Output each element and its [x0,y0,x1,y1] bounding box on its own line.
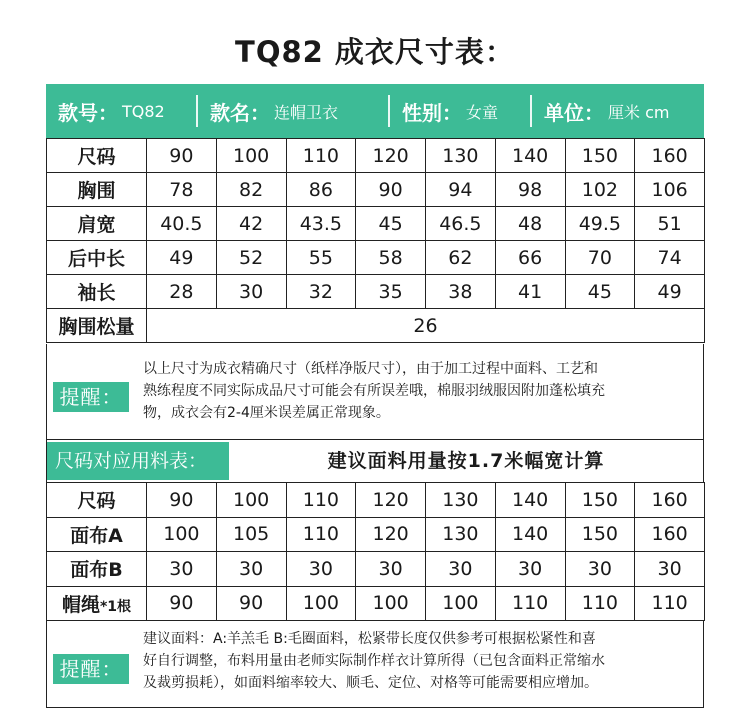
table-cell: 100 [216,483,286,518]
row-label-cell [47,517,147,552]
table-cell: 48 [495,207,565,241]
row-label: 帽绳 [61,593,100,616]
table-cell: 100 [147,517,217,552]
table-row [47,275,705,309]
table-cell: 45 [356,207,426,241]
reminder-line: 物，成衣会有2-4厘米误差属正常现象。 [143,405,390,421]
table-cell: 110 [286,139,356,173]
table-cell: 130 [426,139,496,173]
table-cell: 66 [495,241,565,275]
row-label: 肩宽 [47,207,147,241]
material-table [46,482,705,621]
size-table [46,138,705,343]
table-cell: 100 [356,586,426,621]
row-label: 尺码 [77,490,116,513]
gender-value: 女童 [466,102,499,122]
style-no-label: 款号： [58,100,118,125]
divider [388,95,390,127]
table-cell: 52 [216,241,286,275]
table-cell: 58 [356,241,426,275]
table-cell: 90 [216,586,286,621]
gender [390,84,530,138]
row-label-cell [47,483,147,518]
table-cell: 41 [495,275,565,309]
table-cell: 90 [147,483,217,518]
table-cell: 82 [216,173,286,207]
table-cell: 150 [565,483,635,518]
table-cell: 140 [495,483,565,518]
material-section-header [46,440,704,482]
table-cell: 150 [565,517,635,552]
table-cell: 30 [565,552,635,587]
table-cell: 49 [147,241,217,275]
table-cell: 46.5 [426,207,496,241]
table-row [47,139,705,173]
table-row [47,483,705,518]
table-cell: 140 [495,139,565,173]
row-label: 面布A [70,524,123,547]
table-cell: 30 [635,552,705,587]
table-cell: 78 [147,173,217,207]
material-reminder-badge: 提醒： [53,654,129,684]
row-label-cell [47,586,147,621]
info-bar [46,84,704,138]
table-cell: 45 [565,275,635,309]
style-name-label: 款名： [210,100,270,125]
table-cell: 105 [216,517,286,552]
unit-label: 单位： [544,100,604,125]
divider [196,95,198,127]
table-cell: 100 [426,586,496,621]
table-cell: 30 [426,552,496,587]
style-no-value: TQ82 [122,101,165,121]
reminder-text [143,358,695,424]
row-label: 胸围 [47,173,147,207]
table-cell: 120 [356,139,426,173]
row-label: 后中长 [47,241,147,275]
ease-value: 26 [147,309,705,343]
table-cell: 110 [286,517,356,552]
row-label-sub: *1根 [99,598,132,615]
table-cell: 130 [426,517,496,552]
reminder-note [46,344,704,440]
table-cell: 130 [426,483,496,518]
table-cell: 98 [495,173,565,207]
row-label-cell [47,552,147,587]
table-cell: 38 [426,275,496,309]
table-row [47,517,705,552]
reminder-line: 好自行调整，布料用量由老师实际制作样衣计算所得（已包含面料正常缩水 [143,653,605,669]
reminder-badge: 提醒： [53,382,129,412]
material-reminder-note [46,620,704,708]
divider [530,95,532,127]
table-cell: 30 [216,552,286,587]
table-cell: 49.5 [565,207,635,241]
table-cell: 55 [286,241,356,275]
gender-label: 性别： [402,100,462,125]
reminder-line: 建议面料：A:羊羔毛 B:毛圈面料，松紧带长度仅供参考可根据松紧性和喜 [143,631,596,647]
table-cell: 74 [635,241,705,275]
table-cell: 30 [286,552,356,587]
table-cell: 110 [495,586,565,621]
table-cell: 51 [635,207,705,241]
table-cell: 150 [565,139,635,173]
table-cell: 86 [286,173,356,207]
table-cell: 42 [216,207,286,241]
table-cell: 70 [565,241,635,275]
table-cell: 110 [565,586,635,621]
table-row [47,586,705,621]
table-row [47,309,705,343]
style-name [198,84,388,138]
table-cell: 100 [216,139,286,173]
table-cell: 160 [635,483,705,518]
reminder-line: 以上尺寸为成衣精确尺寸（纸样净版尺寸），由于加工过程中面料、工艺和 [143,361,598,377]
table-cell: 106 [635,173,705,207]
table-cell: 102 [565,173,635,207]
table-cell: 90 [147,586,217,621]
page-title: TQ82 成衣尺寸表： [235,35,515,69]
table-cell: 110 [635,586,705,621]
table-row [47,207,705,241]
material-section-label: 尺码对应用料表： [47,442,229,480]
table-cell: 120 [356,483,426,518]
table-cell: 49 [635,275,705,309]
table-row [47,552,705,587]
row-label: 胸围松量 [47,309,147,343]
table-cell: 28 [147,275,217,309]
style-name-value: 连帽卫衣 [274,102,339,122]
table-cell: 30 [147,552,217,587]
table-cell: 40.5 [147,207,217,241]
table-cell: 30 [356,552,426,587]
table-cell: 100 [286,586,356,621]
table-cell: 120 [356,517,426,552]
table-cell: 30 [216,275,286,309]
table-cell: 90 [356,173,426,207]
table-cell: 62 [426,241,496,275]
table-cell: 160 [635,517,705,552]
table-cell: 30 [495,552,565,587]
material-section-text: 建议面料用量按1.7米幅宽计算 [327,450,605,472]
material-reminder-text [143,628,695,694]
table-cell: 32 [286,275,356,309]
row-label: 袖长 [47,275,147,309]
table-cell: 94 [426,173,496,207]
table-cell: 160 [635,139,705,173]
reminder-line: 及裁剪损耗），如面料缩率较大、顺毛、定位、对格等可能需要相应增加。 [143,675,598,691]
table-cell: 35 [356,275,426,309]
reminder-line: 熟练程度不同实际成品尺寸可能会有所误差哦，棉服羽绒服因附加蓬松填充 [143,383,605,399]
table-row [47,173,705,207]
table-cell: 140 [495,517,565,552]
table-cell: 90 [147,139,217,173]
table-cell: 110 [286,483,356,518]
table-row [47,241,705,275]
row-label: 尺码 [47,139,147,173]
unit-value: 厘米 cm [608,102,670,122]
unit [532,84,702,138]
table-cell: 43.5 [286,207,356,241]
style-no [46,84,196,138]
row-label: 面布B [70,559,123,582]
